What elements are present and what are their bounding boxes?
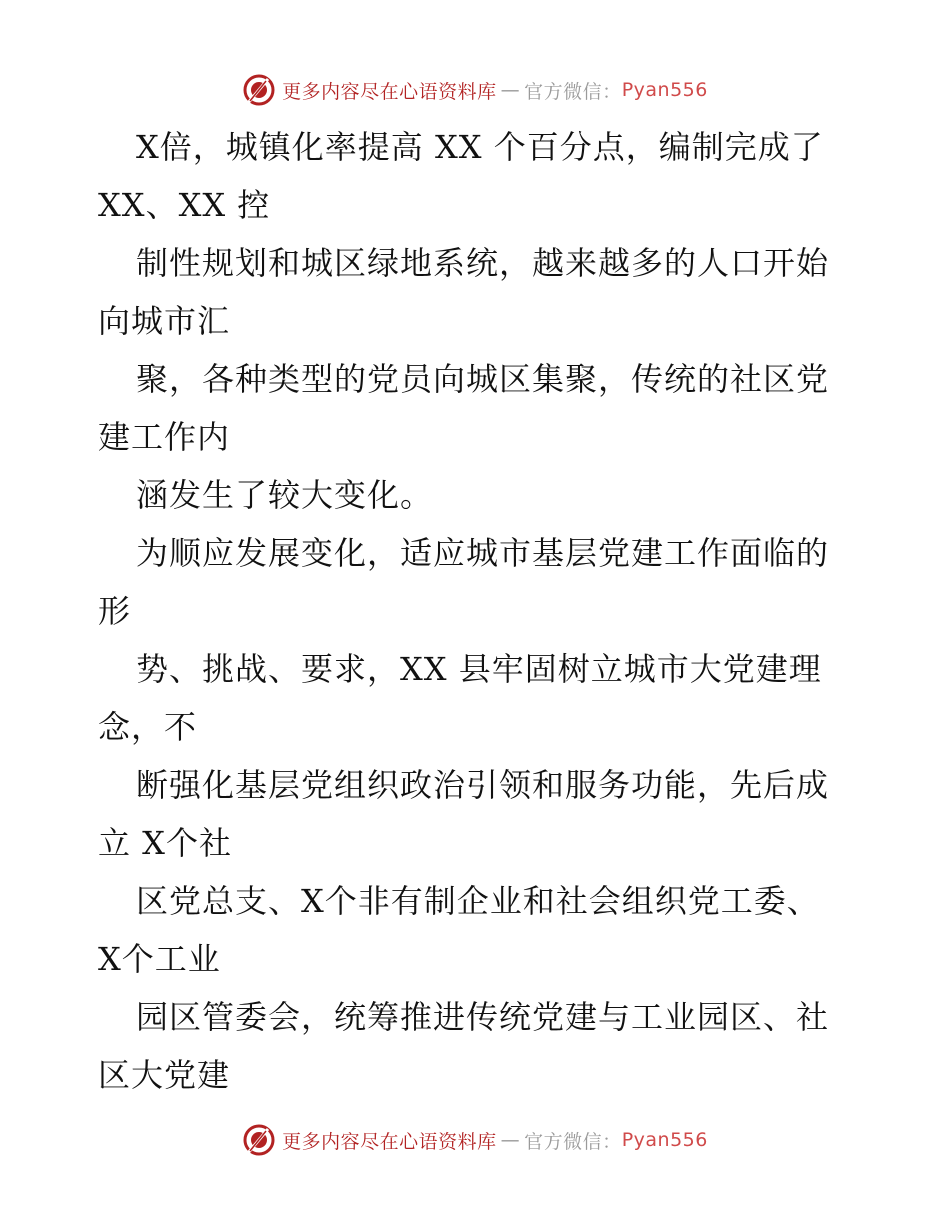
header-banner: [0, 70, 950, 110]
banner-text: 更多内容尽在心语资料库: [282, 80, 497, 103]
body-line: XX、XX 控: [98, 186, 271, 224]
body-line: 向城市汇: [98, 302, 231, 340]
banner-separator: —: [500, 79, 521, 101]
body-line: 区大党建: [98, 1056, 231, 1094]
wechat-label: 官方微信：: [524, 1130, 622, 1153]
body-line: 园区管委会，统筹推进传统党建与工业园区、社: [136, 998, 830, 1036]
banner-text: 更多内容尽在心语资料库: [282, 1130, 497, 1153]
body-line: X个工业: [98, 940, 221, 978]
body-line: 立 X个社: [98, 824, 232, 862]
wechat-label: 官方微信：: [524, 80, 622, 103]
document-body: [98, 118, 858, 1104]
banner-separator: —: [500, 1129, 521, 1151]
body-line: 区党总支、X个非有制企业和社会组织党工委、: [136, 882, 820, 920]
pen-logo-icon: [242, 1123, 276, 1157]
body-line: 聚，各种类型的党员向城区集聚，传统的社区党: [136, 360, 830, 398]
body-line: 断强化基层党组织政治引领和服务功能，先后成: [136, 766, 830, 804]
body-line: 建工作内: [98, 418, 231, 456]
footer-banner: [0, 1120, 950, 1160]
body-line: 制性规划和城区绿地系统，越来越多的人口开始: [136, 244, 830, 282]
body-line: 形: [98, 592, 132, 630]
wechat-id: Pyan556: [621, 1129, 708, 1151]
wechat-id: Pyan556: [621, 79, 708, 101]
body-line: 势、挑战、要求，XX 县牢固树立城市大党建理: [136, 650, 822, 688]
pen-logo-icon: [242, 73, 276, 107]
body-line: 涵发生了较大变化。: [136, 476, 434, 514]
body-line: X倍，城镇化率提高 XX 个百分点，编制完成了: [136, 128, 824, 166]
body-line: 为顺应发展变化，适应城市基层党建工作面临的: [136, 534, 830, 572]
body-line: 念，不: [98, 708, 198, 746]
